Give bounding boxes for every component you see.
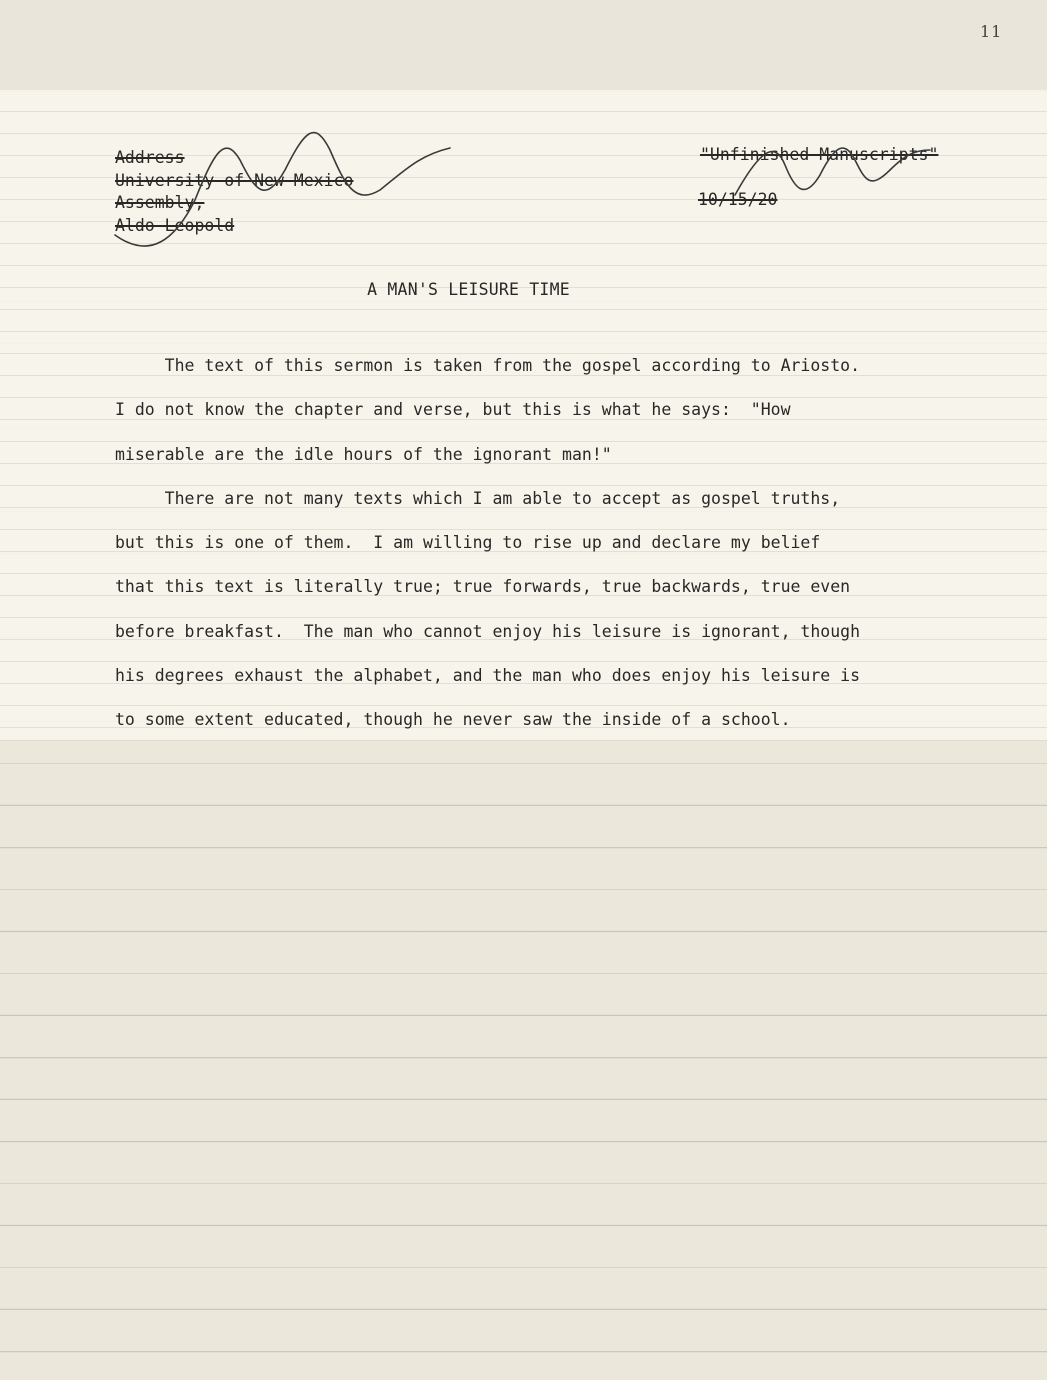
header-line-author: Aldo Leopold [115, 215, 235, 235]
body-line: miserable are the idle hours of the ignorant man!" [115, 444, 612, 464]
header-address-block [115, 147, 353, 237]
body-line: The text of this sermon is taken from the gospel according to Ariosto. [115, 356, 861, 375]
header-line-assembly: Assembly, [115, 193, 205, 212]
header-line-address: Address [115, 148, 185, 167]
body-line: I do not know the chapter and verse, but this is what he says: "How [115, 400, 791, 420]
body-line: to some extent educated, though he never saw the inside of a school. [115, 710, 791, 730]
body-line: but this is one of them. I am willing to rise up and declare my belief [115, 533, 821, 553]
header-collection-title: "Unfinished Manuscripts" [700, 145, 939, 164]
header-date: 10/15/20 [698, 190, 778, 209]
body-line: before breakfast. The man who cannot enjoy his leisure is ignorant, though [115, 621, 861, 641]
header-line-university: University of New Mexico [115, 170, 354, 190]
body-line: that this text is literally true; true forwards, true backwards, true even [115, 577, 851, 597]
body-line: There are not many texts which I am able to accept as gospel truths, [115, 488, 841, 508]
document-title: A MAN'S LEISURE TIME [367, 280, 570, 299]
backing-paper-strip [0, 0, 1047, 90]
body-line: his degrees exhaust the alphabet, and the man who does enjoy his leisure is [115, 666, 861, 686]
page-number: 11 [980, 22, 1003, 41]
body-text [115, 344, 955, 743]
